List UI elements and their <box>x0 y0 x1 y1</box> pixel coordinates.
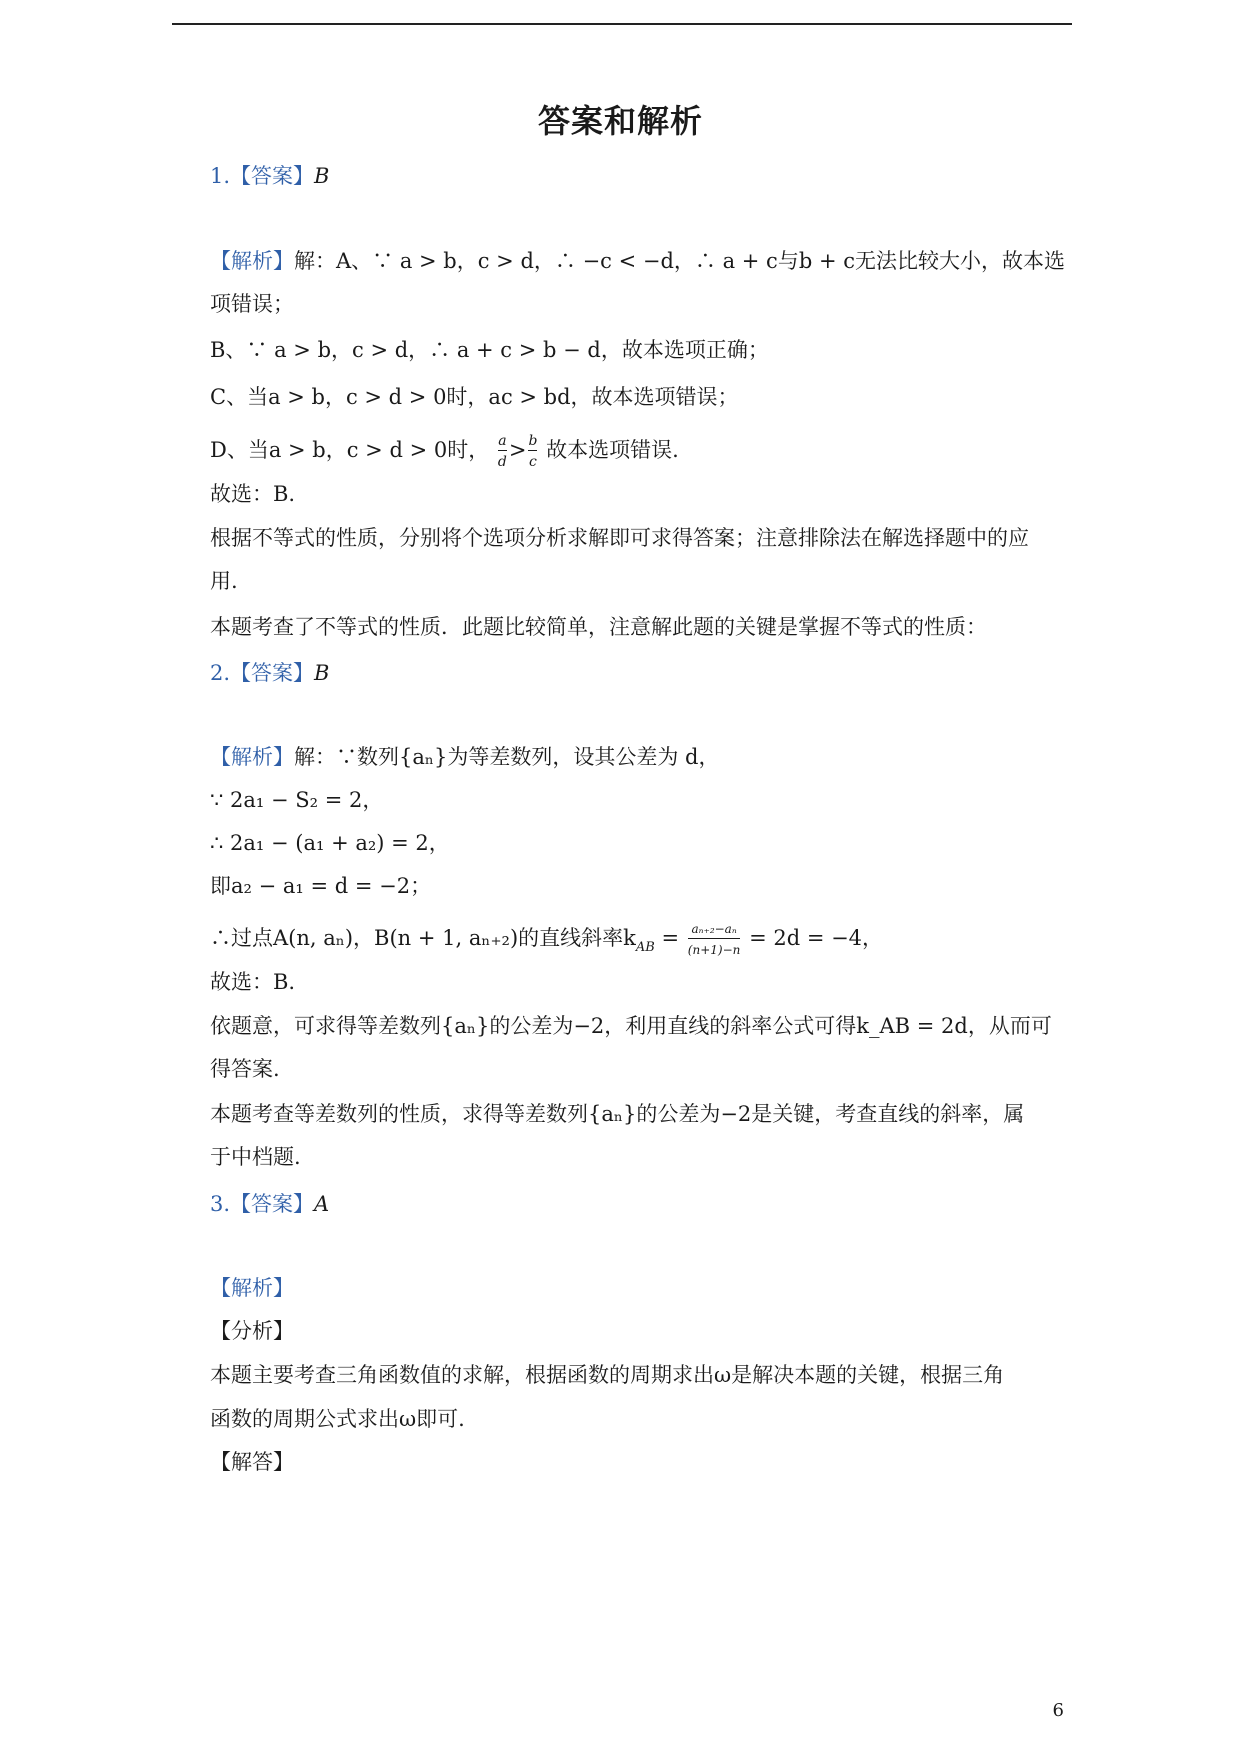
page-title: 答案和解析 <box>537 102 703 140</box>
q3-analysis-line-1: 本题主要考查三角函数值的求解，根据函数的周期求出ω是解决本题的关键，根据三角 <box>210 1363 1005 1387</box>
q2-comment-line-1: 本题考查等差数列的性质，求得等差数列{aₙ}的公差为−2是关键，考查直线的斜率，属 <box>210 1102 1025 1126</box>
q1-analysis-line-5 <box>210 432 679 471</box>
q1-method-line-2: 用. <box>210 569 238 593</box>
q3-answer: A <box>314 1192 330 1216</box>
q2-analysis-line-3: ∴ 2a₁ − (a₁ + a₂) = 2， <box>210 831 450 855</box>
q2-l5-sub: AB <box>635 940 655 955</box>
top-rule <box>172 23 1072 25</box>
q1-answer-prefix: 1.【答案】 <box>210 164 315 188</box>
q1-analysis-line-3: B、∵ a > b，c > d，∴ a + c > b − d，故本选项正确； <box>210 338 769 362</box>
q1-l5-gt: > <box>508 438 527 462</box>
q1-comment-line: 本题考查了不等式的性质．此题比较简单，注意解此题的关键是掌握不等式的性质： <box>210 615 987 639</box>
slope-fraction: $\frac{\text{aₙ₊₂−aₙ}}{(n+1)-n}$ <box>687 922 741 957</box>
q2-l5-lead: ∴过点A(n, aₙ)，B(n + 1, aₙ₊₂)的直线斜率k <box>210 926 636 950</box>
q1-choice-line: 故选：B. <box>210 482 296 506</box>
q2-analysis-text-1: 解：∵数列{aₙ}为等差数列，设其公差为 d， <box>294 745 720 769</box>
q2-answer-line <box>210 659 329 687</box>
q1-analysis-text-1: 解：A、∵ a > b，c > d，∴ −c < −d，∴ a + c与b + c无法比较大小，故本选 <box>294 249 1065 273</box>
q1-jiexi-label: 【解析】 <box>210 249 294 273</box>
q3-fenxi-label: 【分析】 <box>210 1319 294 1343</box>
q2-l5-eq: = <box>654 926 680 950</box>
page-number: 6 <box>1052 1700 1064 1721</box>
q1-analysis-line-2: 项错误； <box>210 292 294 316</box>
q3-jiexi-label: 【解析】 <box>210 1276 294 1300</box>
fraction-a-over-d: $\frac{a}{d}$ <box>497 433 507 470</box>
q1-analysis-line-4: C、当a > b，c > d > 0时，ac > bd，故本选项错误； <box>210 385 739 409</box>
q2-analysis-line-1 <box>210 743 719 771</box>
q3-answer-prefix: 3.【答案】 <box>210 1192 315 1216</box>
fraction-b-over-c: $\frac{b}{c}$ <box>528 433 538 470</box>
q1-method-line-1: 根据不等式的性质，分别将个选项分析求解即可求得答案；注意排除法在解选择题中的应 <box>210 526 1029 550</box>
q2-answer: B <box>314 661 330 685</box>
q3-analysis-line-2: 函数的周期公式求出ω即可. <box>210 1407 465 1431</box>
q3-jieda-label: 【解答】 <box>210 1450 294 1474</box>
q1-l5-lead: D、当a > b，c > d > 0时， <box>210 438 490 462</box>
q2-analysis-line-2: ∵ 2a₁ − S₂ = 2， <box>210 788 384 812</box>
q1-answer: B <box>314 164 330 188</box>
q1-l5-tail: 故本选项错误. <box>546 438 679 462</box>
q2-l5-tail: = 2d = −4， <box>749 926 884 950</box>
q2-analysis-line-5 <box>210 920 883 959</box>
q2-method-line-1: 依题意，可求得等差数列{aₙ}的公差为−2，利用直线的斜率公式可得k_AB = 2d，从而可 <box>210 1014 1052 1038</box>
q2-answer-prefix: 2.【答案】 <box>210 661 315 685</box>
q2-method-line-2: 得答案. <box>210 1057 280 1081</box>
q3-answer-line <box>210 1190 329 1218</box>
q2-comment-line-2: 于中档题. <box>210 1145 301 1169</box>
q2-analysis-line-4: 即a₂ − a₁ = d = −2； <box>210 874 432 898</box>
q2-choice-line: 故选：B. <box>210 970 296 994</box>
q1-analysis-line-1 <box>210 247 1065 275</box>
q2-jiexi-label: 【解析】 <box>210 745 294 769</box>
q1-answer-line <box>210 162 329 190</box>
